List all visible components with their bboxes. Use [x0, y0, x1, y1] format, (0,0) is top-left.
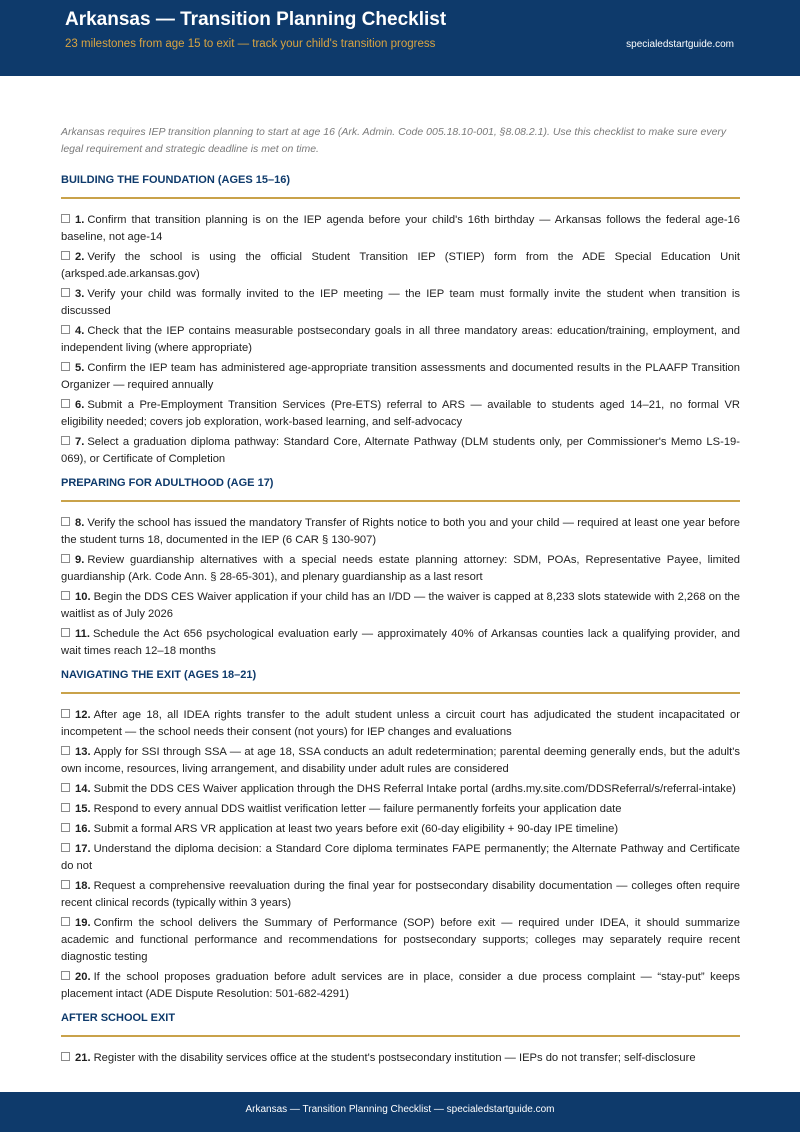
item-text: Submit the DDS CES Waiver application through the DHS Referral Intake portal (ardhs.my.site.com/DDSReferral/s/referral-intake) — [93, 783, 736, 795]
item-number: 15. — [75, 803, 91, 815]
checklist-item — [61, 744, 740, 778]
item-number: 6. — [75, 399, 85, 411]
checklist-item — [61, 212, 740, 246]
checklist-item — [61, 397, 740, 431]
item-text: Register with the disability services office at the student's postsecondary institution — IEPs do not transfer; self-disclosure — [93, 1052, 696, 1064]
item-text: Confirm that transition planning is on the IEP agenda before your child's 16th birthday — Arkansas follows the federal age-16 baseline, not age-14 — [61, 214, 740, 243]
checklist-section — [61, 667, 740, 1003]
item-text: Respond to every annual DDS waitlist verification letter — failure permanently forfeits your application date — [93, 803, 622, 815]
checklist-item — [61, 323, 740, 357]
item-number: 5. — [75, 362, 85, 374]
section-title: PREPARING FOR ADULTHOOD (AGE 17) — [61, 475, 740, 502]
checklist-item — [61, 801, 740, 818]
checkbox[interactable] — [61, 880, 70, 889]
checklist-sections — [61, 172, 740, 1067]
item-text: Confirm the IEP team has administered age-appropriate transition assessments and documented results in the PLAAFP Transition Organizer — required annually — [61, 362, 740, 391]
checkbox[interactable] — [61, 628, 70, 637]
checkbox[interactable] — [61, 214, 70, 223]
checkbox[interactable] — [61, 251, 70, 260]
section-title: NAVIGATING THE EXIT (AGES 18–21) — [61, 667, 740, 694]
checklist-item — [61, 286, 740, 320]
page-footer — [0, 1092, 800, 1132]
item-number: 17. — [75, 843, 91, 855]
checklist-item — [61, 878, 740, 912]
item-number: 21. — [75, 1052, 91, 1064]
checkbox[interactable] — [61, 971, 70, 980]
checklist-section — [61, 475, 740, 660]
item-number: 12. — [75, 709, 91, 721]
checklist-item — [61, 821, 740, 838]
item-text: Review guardianship alternatives with a special needs estate planning attorney: SDM, POAs, Representative Payee, limited guardianship (Ark. Code Ann. § 28-65-301), and plenary guardianship as a last resort — [61, 554, 740, 583]
item-number: 10. — [75, 591, 91, 603]
site-url: specialedstartguide.com — [626, 39, 734, 50]
item-text: Check that the IEP contains measurable postsecondary goals in all three mandatory areas: education/training, employment, and independent living (where appropriate) — [61, 325, 740, 354]
item-text: Begin the DDS CES Waiver application if your child has an I/DD — the waiver is capped at 8,233 slots statewide with 2,268 on the waitlist as of July 2026 — [61, 591, 740, 620]
checklist-item — [61, 589, 740, 623]
page-subtitle: 23 milestones from age 15 to exit — track your child's transition progress — [65, 38, 436, 50]
checklist-item — [61, 434, 740, 468]
item-text: Verify your child was formally invited to the IEP meeting — the IEP team must formally invite the student when transition is discussed — [61, 288, 740, 317]
checkbox[interactable] — [61, 843, 70, 852]
checklist-item — [61, 360, 740, 394]
checkbox[interactable] — [61, 709, 70, 718]
item-text: Select a graduation diploma pathway: Standard Core, Alternate Pathway (DLM students only, per Commissioner's Memo LS-19-069), or Certificate of Completion — [61, 436, 740, 465]
checklist-item — [61, 841, 740, 875]
checkbox[interactable] — [61, 917, 70, 926]
item-number: 13. — [75, 746, 91, 758]
checkbox[interactable] — [61, 517, 70, 526]
item-text: Apply for SSI through SSA — at age 18, SSA conducts an adult redetermination; parental deeming generally ends, but the adult's own income, resources, living arrangement, and disability under adult rules are considered — [61, 746, 740, 775]
item-number: 11. — [75, 628, 90, 640]
item-number: 16. — [75, 823, 91, 835]
checkbox[interactable] — [61, 288, 70, 297]
checkbox[interactable] — [61, 362, 70, 371]
item-number: 9. — [75, 554, 85, 566]
item-text: If the school proposes graduation before adult services are in place, consider a due process complaint — “stay-put” keeps placement intact (ADE Dispute Resolution: 501-682-4291) — [61, 971, 740, 1000]
checklist-content — [61, 124, 740, 1070]
checklist-item — [61, 781, 740, 798]
checklist-item — [61, 249, 740, 283]
item-text: Submit a formal ARS VR application at least two years before exit (60-day eligibility + 90-day IPE timeline) — [93, 823, 619, 835]
item-text: After age 18, all IDEA rights transfer to the adult student unless a circuit court has adjudicated the student incapacitated or incompetent — the school needs their consent (not yours) for IEP changes and evaluations — [61, 709, 740, 738]
checklist-section — [61, 172, 740, 468]
section-title: BUILDING THE FOUNDATION (AGES 15–16) — [61, 172, 740, 199]
item-number: 7. — [75, 436, 85, 448]
checklist-item — [61, 552, 740, 586]
item-text: Confirm the school delivers the Summary of Performance (SOP) before exit — required under IDEA, it should summarize academic and functional performance and recommendations for postsecondary supports; colleges may separately require recent diagnostic testing — [61, 917, 740, 963]
checkbox[interactable] — [61, 783, 70, 792]
page-title: Arkansas — Transition Planning Checklist — [65, 9, 447, 30]
checkbox[interactable] — [61, 591, 70, 600]
checkbox[interactable] — [61, 746, 70, 755]
item-number: 20. — [75, 971, 91, 983]
item-text: Verify the school has issued the mandatory Transfer of Rights notice to both you and your child — required at least one year before the student turns 18, documented in the IEP (6 CAR § 130-907) — [61, 517, 740, 546]
item-text: Understand the diploma decision: a Standard Core diploma terminates FAPE permanently; the Alternate Pathway and Certificate do not — [61, 843, 740, 872]
checkbox[interactable] — [61, 554, 70, 563]
checklist-item — [61, 915, 740, 966]
checklist-section — [61, 1010, 740, 1067]
item-number: 3. — [75, 288, 85, 300]
item-text: Submit a Pre-Employment Transition Services (Pre-ETS) referral to ARS — available to students aged 14–21, no formal VR eligibility needed; covers job exploration, work-based learning, and self-advocacy — [61, 399, 740, 428]
intro-text: Arkansas requires IEP transition planning to start at age 16 (Ark. Admin. Code 005.18.10-001, §8.08.2.1). Use this checklist to make sure every legal requirement and strategic deadline is met on time. — [61, 126, 727, 155]
checklist-item — [61, 515, 740, 549]
checklist-item — [61, 969, 740, 1003]
item-number: 1. — [75, 214, 85, 226]
page-header — [0, 0, 800, 76]
checkbox[interactable] — [61, 823, 70, 832]
item-number: 2. — [75, 251, 85, 263]
checkbox[interactable] — [61, 803, 70, 812]
checkbox[interactable] — [61, 325, 70, 334]
checkbox[interactable] — [61, 399, 70, 408]
item-number: 19. — [75, 917, 91, 929]
checklist-item — [61, 626, 740, 660]
section-title: AFTER SCHOOL EXIT — [61, 1010, 740, 1037]
checklist-item — [61, 1050, 740, 1067]
item-number: 8. — [75, 517, 85, 529]
item-text: Request a comprehensive reevaluation during the final year for postsecondary disability documentation — colleges often require recent clinical records (typically within 3 years) — [61, 880, 740, 909]
item-text: Verify the school is using the official Student Transition IEP (STIEP) form from the ADE Special Education Unit (arksped.ade.arkansas.gov) — [61, 251, 740, 280]
checkbox[interactable] — [61, 1052, 70, 1061]
item-number: 4. — [75, 325, 85, 337]
footer-text: Arkansas — Transition Planning Checklist — specialedstartguide.com — [245, 1104, 555, 1115]
checkbox[interactable] — [61, 436, 70, 445]
item-number: 18. — [75, 880, 91, 892]
item-number: 14. — [75, 783, 91, 795]
item-text: Schedule the Act 656 psychological evaluation early — approximately 40% of Arkansas counties lack a qualifying provider, and wait times reach 12–18 months — [61, 628, 740, 657]
checklist-item — [61, 707, 740, 741]
